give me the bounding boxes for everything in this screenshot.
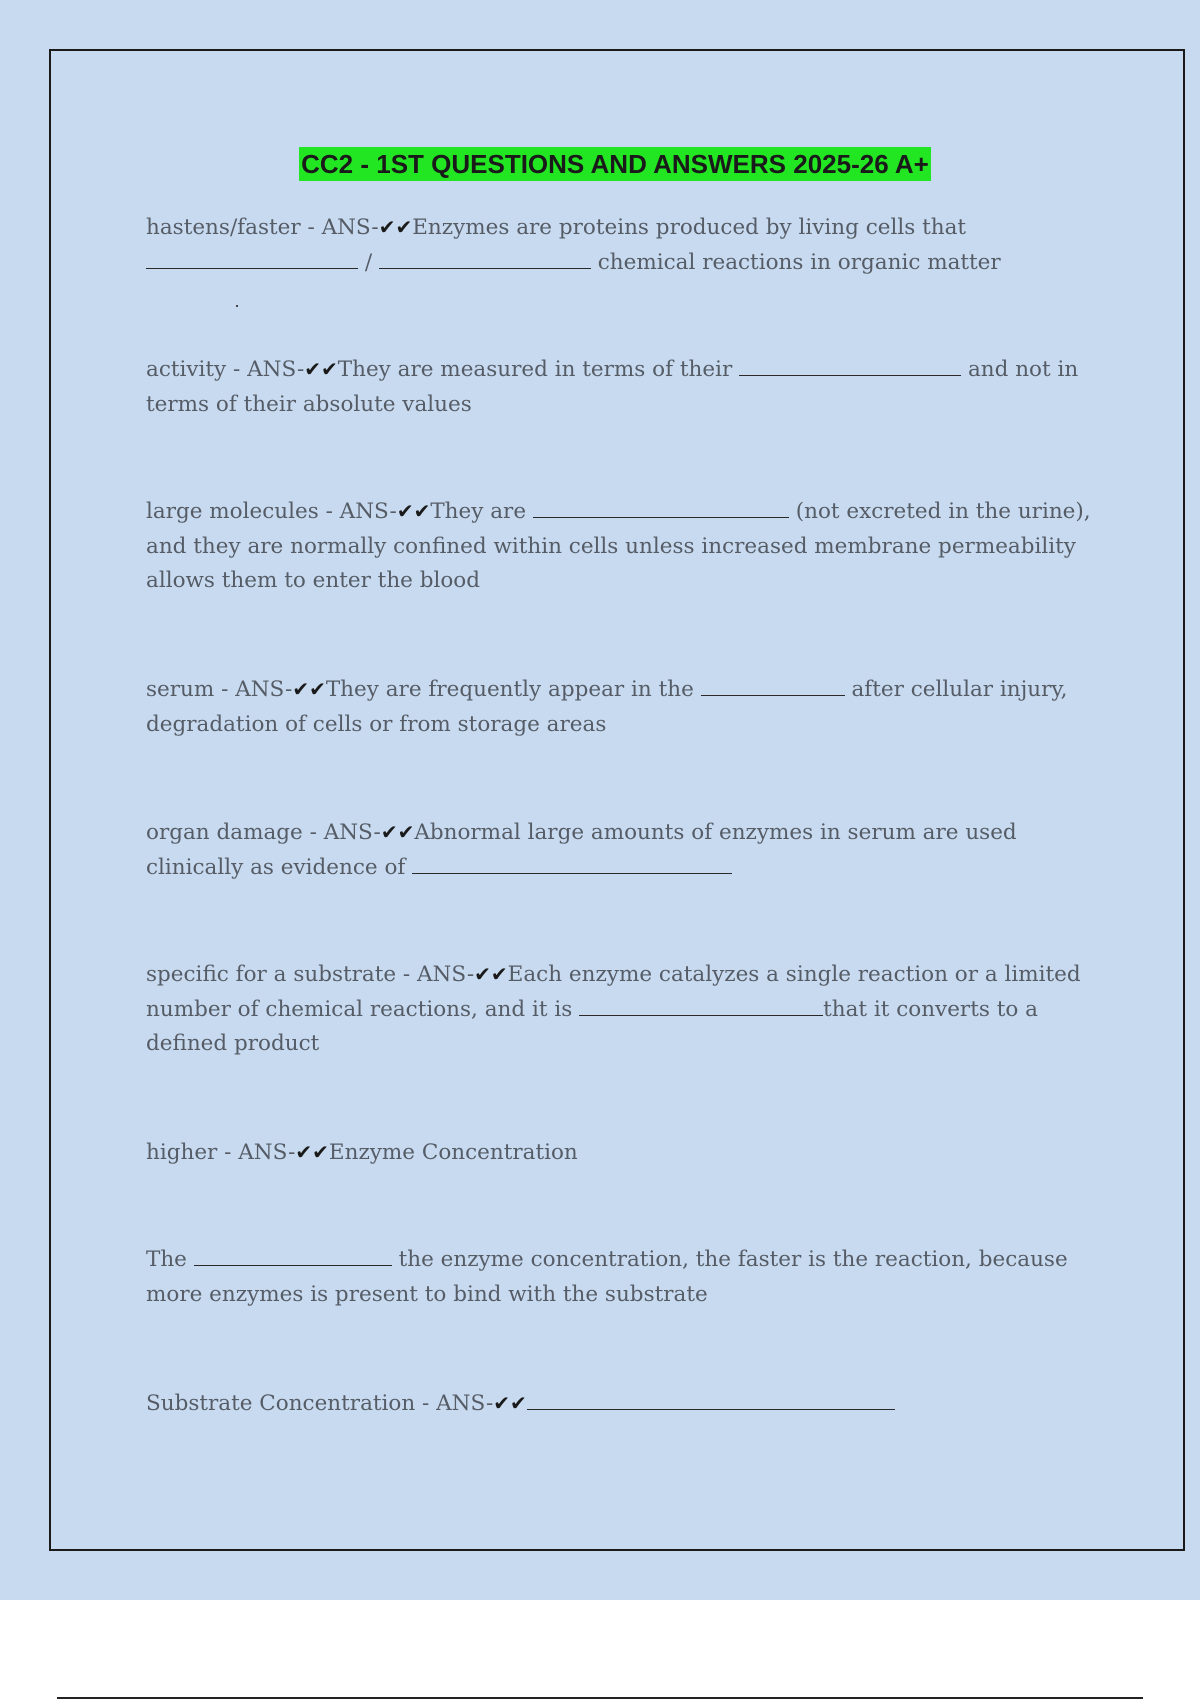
question-text: They are [430, 499, 533, 524]
check-icon: ✔✔ [292, 677, 326, 701]
document-title: CC2 - 1ST QUESTIONS AND ANSWERS 2025-26 A+ [301, 149, 929, 179]
qa-item-6 [146, 957, 1092, 1062]
question-text: after cellular injury, degradation of cells or from storage areas [146, 677, 1068, 737]
answer-text: large molecules - ANS- [146, 499, 397, 524]
qa-item-8 [146, 1243, 1092, 1312]
answer-text: organ damage - ANS- [146, 820, 381, 845]
check-icon: ✔✔ [396, 499, 431, 523]
question-text: They are frequently appear in the [325, 677, 701, 702]
question-text: / [358, 249, 379, 275]
fill-blank [739, 355, 961, 376]
footer-rule [57, 1697, 1143, 1699]
check-icon: ✔✔ [474, 962, 508, 986]
fill-blank [194, 1245, 392, 1266]
qa-item-9 [146, 1386, 1092, 1422]
answer-text: hastens/faster - ANS- [146, 215, 379, 240]
fill-blank [527, 1389, 895, 1410]
title-container [0, 147, 1200, 181]
check-icon: ✔✔ [380, 820, 415, 844]
question-text: Each enzyme catalyzes a single reaction or a limited number of chemical reactions, and it is [146, 962, 1081, 1022]
answer-text: activity - ANS- [146, 357, 305, 382]
answer-text: Substrate Concentration - ANS- [146, 1391, 494, 1416]
answer-text: specific for a substrate - ANS- [146, 962, 475, 987]
qa-item-2 [146, 352, 1092, 422]
qa-item-3 [146, 494, 1092, 599]
question-text: Enzyme Concentration [328, 1140, 578, 1165]
fill-blank [379, 248, 591, 269]
question-text: and not in terms of their absolute values [146, 357, 1079, 417]
answer-text: serum - ANS- [146, 677, 293, 702]
question-text: that it converts to a defined product [146, 996, 1038, 1056]
fill-blank [533, 497, 789, 518]
check-icon: ✔✔ [493, 1391, 527, 1415]
answer-text: higher - ANS- [146, 1140, 296, 1165]
check-icon: ✔✔ [378, 215, 413, 239]
question-text: the enzyme concentration, the faster is the reaction, because more enzymes is present to bind with the substrate [146, 1247, 1068, 1307]
check-icon: ✔✔ [304, 357, 338, 381]
fill-blank [579, 995, 823, 1016]
fill-blank [701, 675, 845, 696]
qa-item-7 [146, 1135, 1092, 1171]
qa-item-5 [146, 815, 1092, 885]
qa-item-1 [146, 210, 1092, 280]
question-text: chemical reactions in organic matter [590, 249, 1001, 275]
question-text: The [146, 1247, 194, 1272]
fill-blank [412, 853, 732, 874]
stray-dot [236, 305, 238, 307]
question-text: (not excreted in the urine), and they are normally confined within cells unless increased membrane permeability allows them to enter the blood [146, 499, 1091, 593]
check-icon: ✔✔ [295, 1140, 329, 1164]
qa-item-4 [146, 672, 1092, 742]
question-text: Abnormal large amounts of enzymes in serum are used clinically as evidence of [146, 820, 1017, 880]
question-text: They are measured in terms of their [337, 357, 740, 382]
fill-blank [146, 248, 358, 269]
question-text: Enzymes are proteins produced by living cells that [412, 215, 967, 240]
